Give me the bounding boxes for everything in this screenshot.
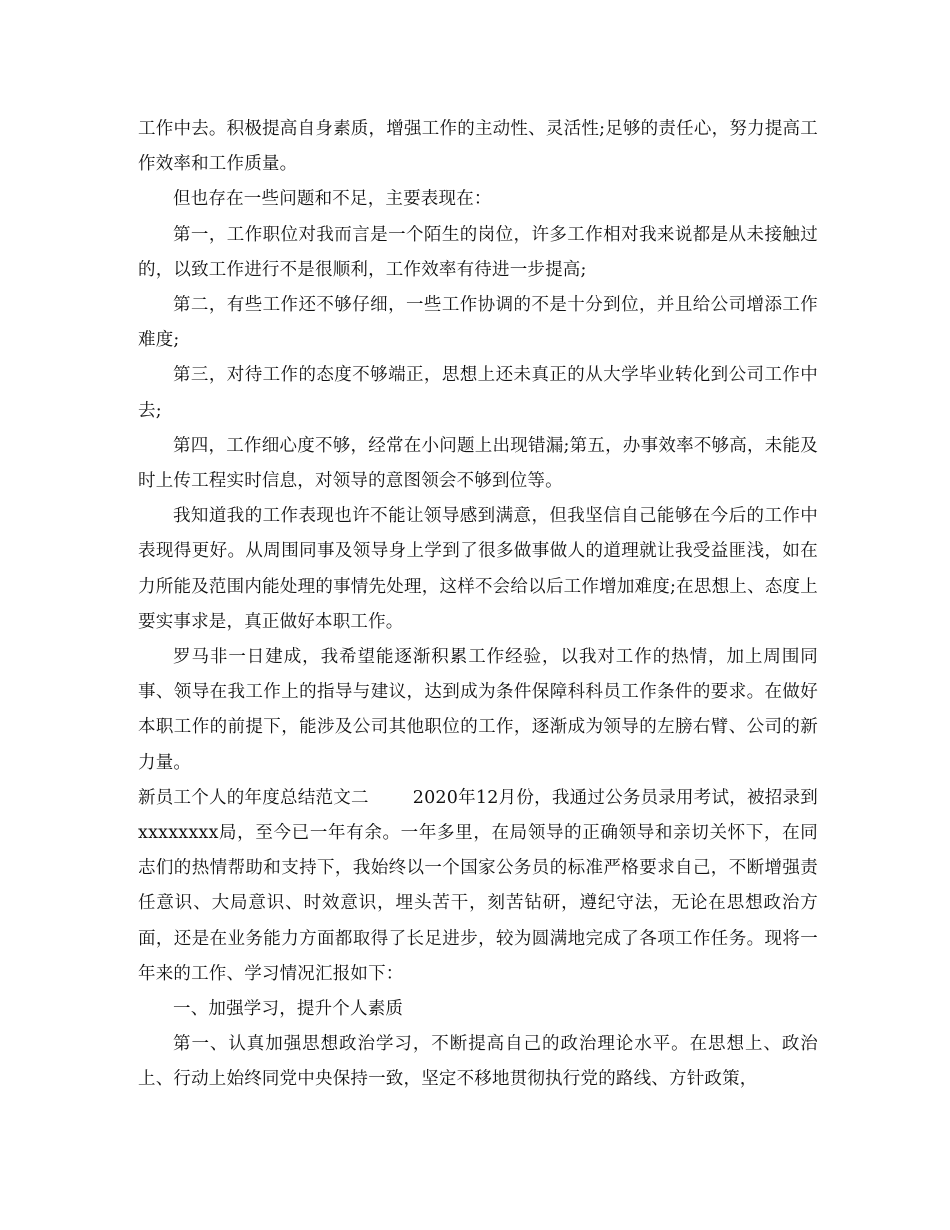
paragraph: 罗马非一日建成，我希望能逐渐积累工作经验，以我对工作的热情，加上周围同事、领导在我工作上的指导与建议，达到成为条件保障科科员工作条件的要求。在做好本职工作的前提下，能涉及公司其他职位的工作，逐渐成为领导的左膀右臂、公司的新力量。 xyxy=(138,647,818,773)
paragraph: 第一、认真加强思想政治学习，不断提高自己的政治理论水平。在思想上、政治上、行动上始终同党中央保持一致，坚定不移地贯彻执行党的路线、方针政策， xyxy=(138,1034,818,1090)
paragraph: 工作中去。积极提高自身素质，增强工作的主动性、灵活性;足够的责任心，努力提高工作效率和工作质量。 xyxy=(138,119,818,175)
paragraph: 第一，工作职位对我而言是一个陌生的岗位，许多工作相对我来说都是从未接触过的，以致工作进行不是很顺利，工作效率有待进一步提高; xyxy=(138,224,818,280)
paragraph: 我知道我的工作表现也许不能让领导感到满意，但我坚信自己能够在今后的工作中表现得更好。从周围同事及领导身上学到了很多做事做人的道理就让我受益匪浅，如在力所能及范围内能处理的事情先处理，这样不会给以后工作增加难度;在思想上、态度上要实事求是，真正做好本职工作。 xyxy=(138,506,818,632)
document-body xyxy=(138,112,818,1098)
section-heading: 一、加强学习，提升个人素质 xyxy=(173,999,404,1020)
paragraph: 第二，有些工作还不够仔细，一些工作协调的不是十分到位，并且给公司增添工作难度; xyxy=(138,295,818,351)
paragraph: 第三，对待工作的态度不够端正，思想上还未真正的从大学毕业转化到公司工作中去; xyxy=(138,365,818,421)
section-text: 2020年12月份，我通过公务员录用考试，被招录到xxxxxxxx局，至今已一年有余。一年多里，在局领导的正确领导和亲切关怀下，在同志们的热情帮助和支持下，我始终以一个国家公务员的标准严格要求自己，不断增强责任意识、大局意识、时效意识，埋头苦干，刻苦钻研，遵纪守法，无论在思想政治方面，还是在业务能力方面都取得了长足进步，较为圆满地完成了各项工作任务。现将一年来的工作、学习情况汇报如下： xyxy=(138,787,818,984)
section-paragraph xyxy=(138,781,818,992)
paragraph: 但也存在一些问题和不足，主要表现在： xyxy=(173,189,492,210)
section-title: 新员工个人的年度总结范文二 xyxy=(138,787,369,808)
paragraph: 第四，工作细心度不够，经常在小问题上出现错漏;第五，办事效率不够高，未能及时上传工程实时信息，对领导的意图领会不够到位等。 xyxy=(138,435,818,492)
